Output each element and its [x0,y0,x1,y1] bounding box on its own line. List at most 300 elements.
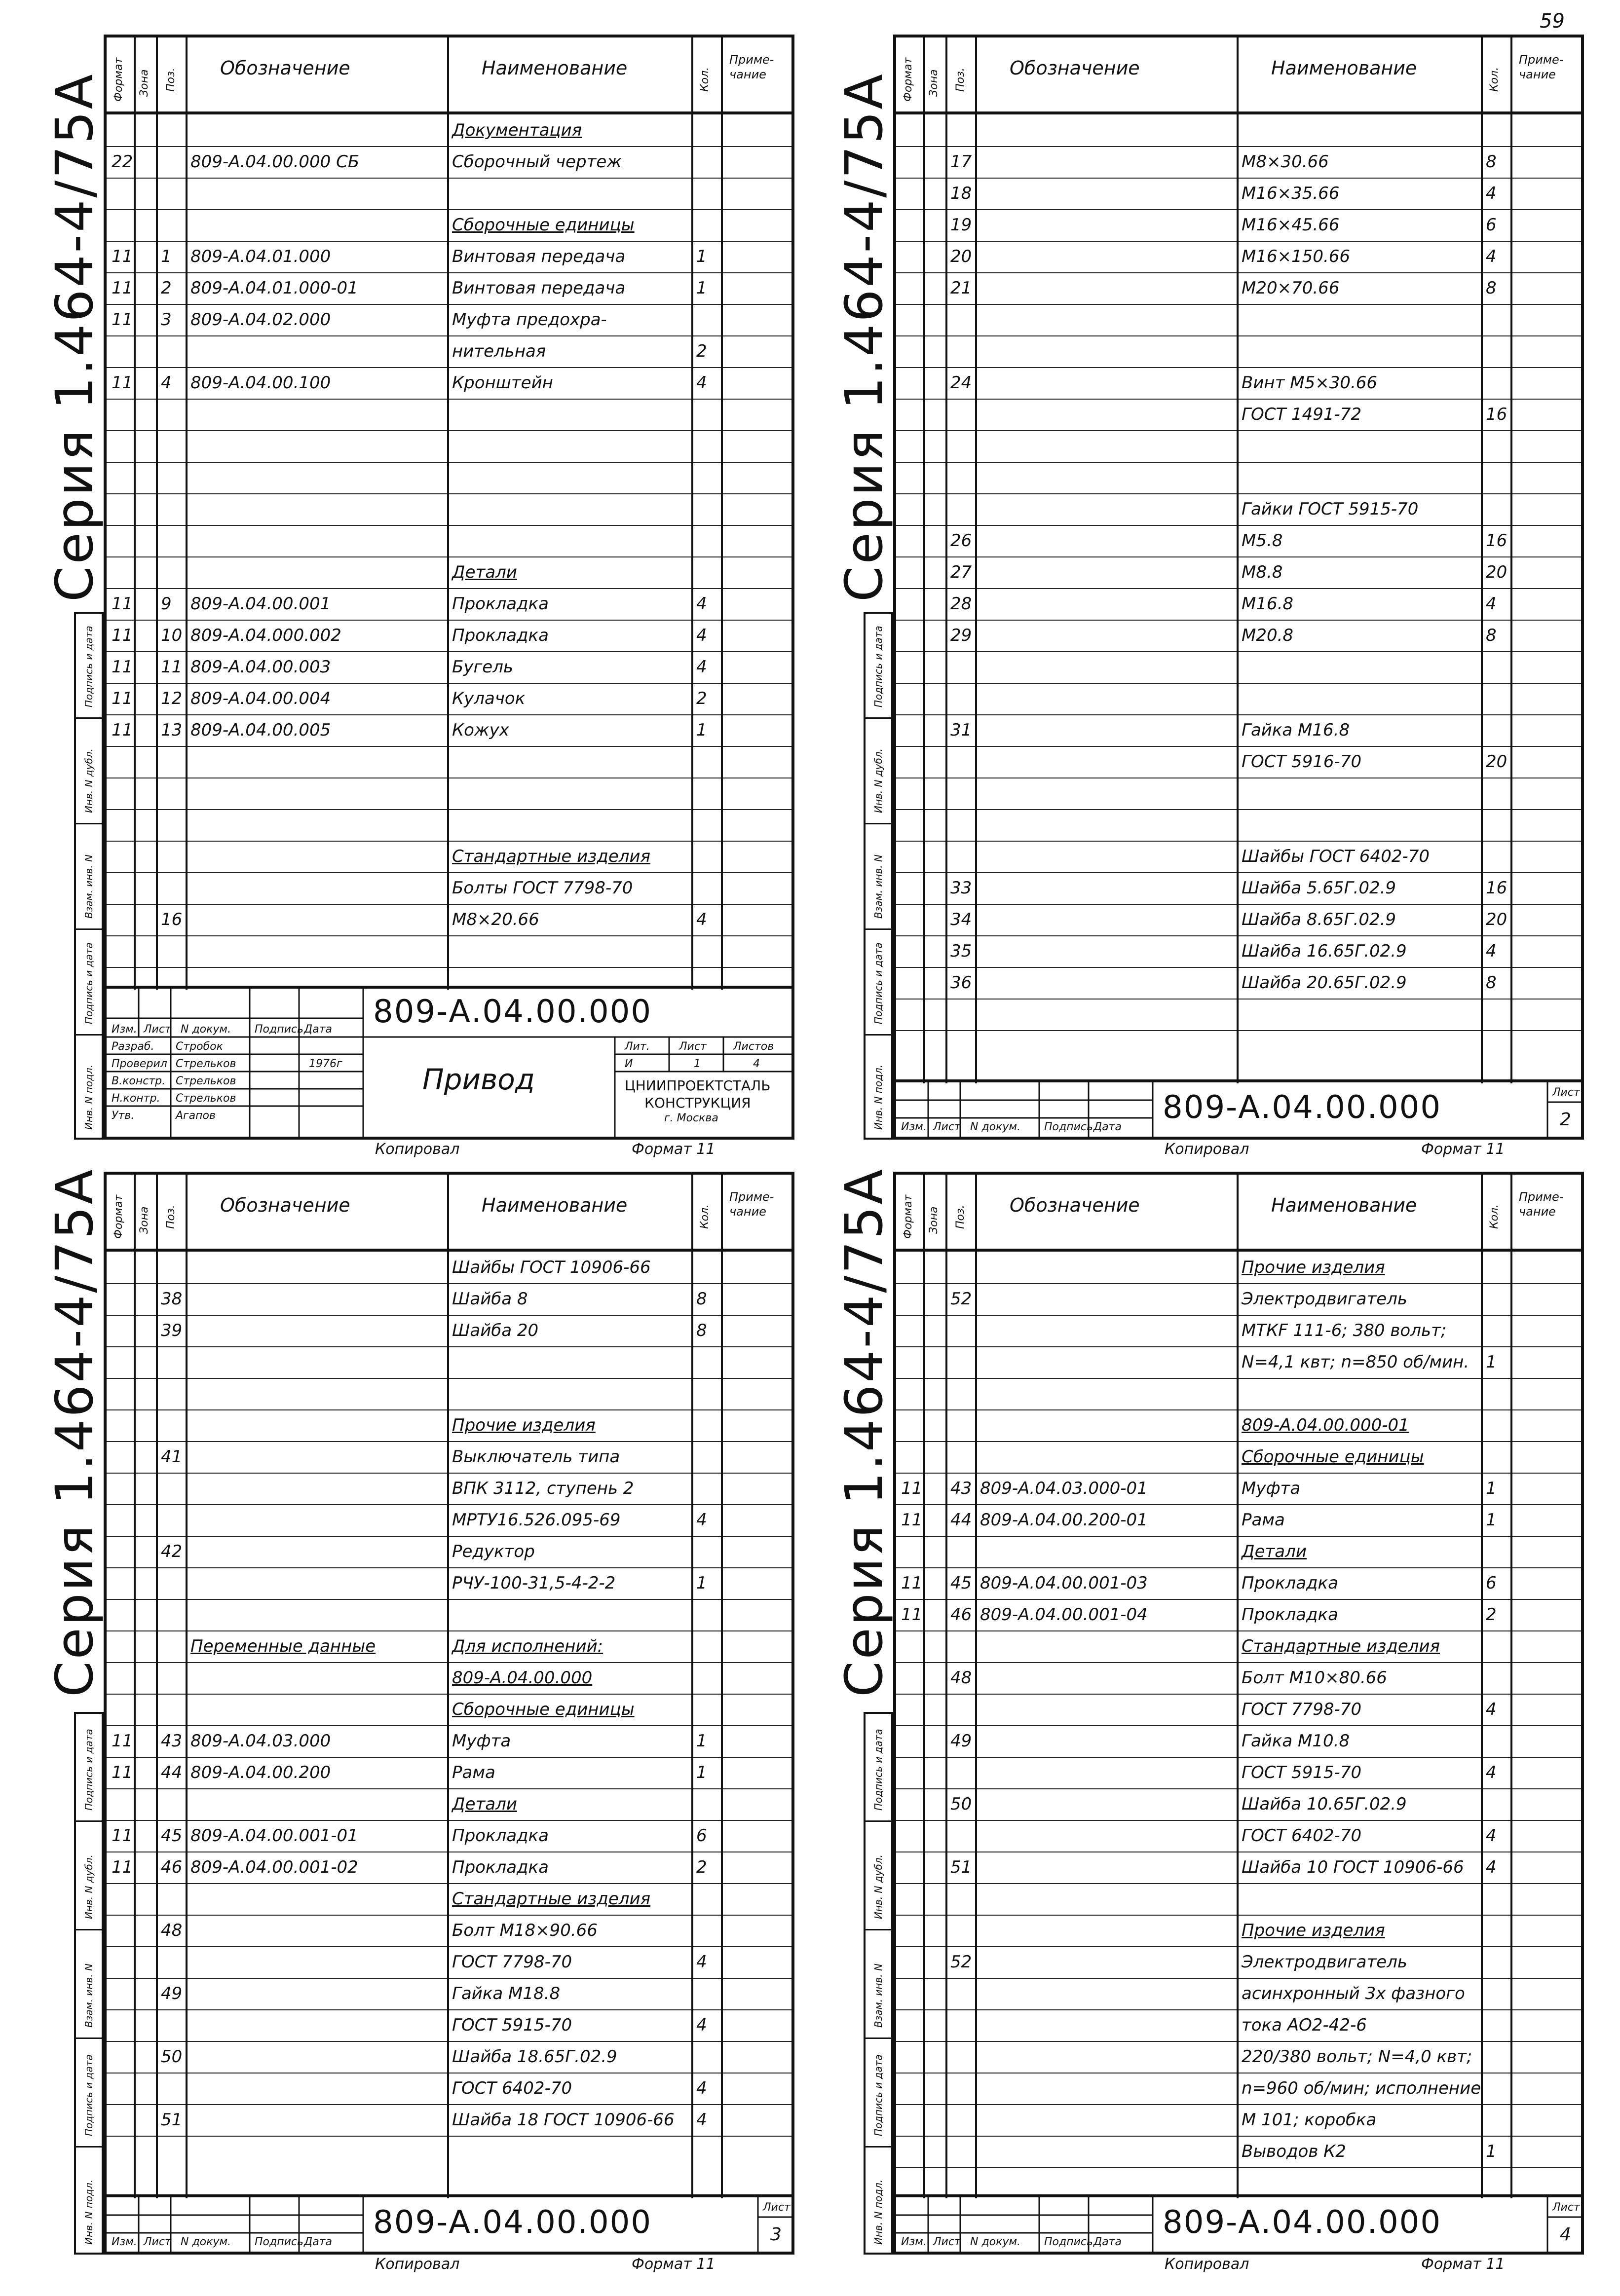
stamp-podp: Подпись [1044,1121,1093,1133]
cell-n: Сборочный чертеж [452,152,622,172]
table-row [896,1567,1581,1600]
cell-p: 52 [950,1289,972,1309]
cell-n: нительная [452,341,546,361]
table-row [896,1630,1581,1663]
header-divider [1481,37,1483,111]
cell-d: 809-А.04.03.000-01 [980,1479,1148,1498]
table-row [107,1536,791,1568]
cell-q: 1 [696,1763,707,1782]
page-number: 59 [1540,10,1565,33]
stamp-vkonstr: В.констр. [112,1075,166,1087]
cell-n: Болт М10×80.66 [1242,1668,1387,1688]
cell-n: Кронштейн [452,373,553,393]
stamp-list-value: 1 [694,1058,701,1070]
column-header-zone: Зона [928,69,940,97]
header-divider [1510,37,1512,111]
cell-p: 44 [950,1510,972,1530]
sheet-2-header [896,37,1581,114]
stamp-izm: Изм. [901,1121,927,1133]
cell-d: 809-А.04.00.100 [190,373,331,393]
cell-d: 809-А.04.00.001-04 [980,1605,1148,1625]
cell-n: Шайба 8 [452,1289,528,1309]
side-stamp-divider [864,717,893,719]
cell-p: 45 [950,1573,972,1593]
table-row [896,1978,1581,2010]
header-divider [923,1175,925,1249]
cell-q: 4 [696,626,707,645]
cell-q: 4 [1486,1857,1497,1877]
cell-p: 43 [950,1479,972,1498]
table-row [896,809,1581,842]
side-stamp-divider [864,1929,893,1930]
doc-code: 809-А.04.00.000 [373,2204,652,2241]
cell-p: 46 [161,1857,183,1877]
stamp-izm: Изм. [901,2236,927,2248]
column-header-designation: Обозначение [1010,1194,1140,1216]
column-divider [945,1249,947,2198]
cell-p: 33 [950,878,972,898]
sheet-3 [104,1172,794,2255]
side-stamp-divider [864,2037,893,2039]
cell-n: Винтовая передача [452,247,626,266]
table-row [896,1788,1581,1821]
column-header-zone: Зона [928,1206,940,1234]
side-stamp-label: Подпись и дата [83,1729,95,1811]
stamp-person-2: Стрельков [176,1058,236,1070]
table-row [896,1504,1581,1537]
column-divider [1481,111,1483,1083]
table-row [107,1725,791,1758]
side-stamp-divider [74,717,104,719]
cell-n: Прочие изделия [1242,1258,1385,1277]
cell-f: 11 [112,1731,133,1751]
copied-label-3: Копировал [375,2256,460,2273]
sheet-3-title-block [107,2194,791,2252]
cell-f: 11 [112,657,133,677]
cell-q: 20 [1486,752,1507,772]
column-divider [134,111,136,990]
table-row [107,1630,791,1663]
table-row [896,1536,1581,1568]
cell-n: М 101; коробка [1242,2110,1377,2130]
header-divider [1237,1175,1239,1249]
column-header-zone: Зона [138,1206,151,1234]
cell-n: ГОСТ 6402-70 [1242,1826,1362,1846]
cell-q: 4 [696,910,707,929]
cell-p: 12 [161,689,183,708]
cell-n: Кожух [452,720,509,740]
column-divider [691,1249,693,2198]
header-divider [156,1175,158,1249]
table-row [107,620,791,652]
cell-n: МРТУ16.526.095-69 [452,1510,621,1530]
cell-n: Винт М5×30.66 [1242,373,1378,393]
cell-f: 11 [112,594,133,614]
side-stamp-label: Подпись и дата [872,942,884,1024]
cell-n: Электродвигатель [1242,1289,1407,1309]
side-stamp-divider [74,928,104,930]
sheet-number: 3 [770,2224,782,2245]
sheet-4-title-block [896,2194,1581,2252]
table-row [107,1946,791,1979]
stamp-year: 1976г [309,1058,342,1070]
cell-n: Винтовая передача [452,278,626,298]
cell-q: 1 [1486,1352,1497,1372]
table-row [107,1441,791,1474]
table-row [896,1694,1581,1726]
stamp-grid [896,1082,1582,1137]
stamp-list-label: Лист [763,2201,791,2214]
cell-n: Рама [452,1763,495,1782]
cell-n: Шайба 20 [452,1321,539,1340]
column-header-pos: Поз. [954,68,967,92]
table-row [896,399,1581,431]
cell-d: 809-А.04.00.003 [190,657,331,677]
header-divider [721,1175,723,1249]
cell-q: 4 [1486,247,1497,266]
cell-n: Шайба 18 ГОСТ 10906-66 [452,2110,675,2130]
cell-f: 11 [112,626,133,645]
table-row [896,2041,1581,2074]
cell-n: Стандартные изделия [1242,1636,1440,1656]
table-row [896,178,1581,210]
table-row [896,1946,1581,1979]
table-row [107,588,791,621]
column-divider [134,1249,136,2198]
table-row [896,1283,1581,1316]
cell-n: тока АО2-42-6 [1242,2015,1367,2035]
table-row [896,1315,1581,1347]
table-row [107,1694,791,1726]
side-stamp-label: Взам. инв. N [872,854,884,919]
series-label-3: Серия 1.464-4/75А [44,1167,105,1697]
cell-n: МТКF 111-6; 380 вольт; [1242,1321,1447,1340]
table-row [107,1978,791,2010]
cell-n: Детали [452,1794,517,1814]
cell-n: Стандартные изделия [452,1889,651,1909]
cell-p: 10 [161,626,183,645]
stamp-list: Лист [144,2236,171,2248]
cell-d: 809-А.04.00.200-01 [980,1510,1148,1530]
cell-f: 11 [901,1510,923,1530]
table-row [107,1599,791,1631]
cell-p: 51 [161,2110,183,2130]
stamp-izm: Изм. [112,1023,137,1036]
cell-p: 34 [950,910,972,929]
cell-n: Рама [1242,1510,1285,1530]
table-row [107,2073,791,2105]
stamp-list: Лист [933,1121,961,1133]
cell-q: 4 [1486,1763,1497,1782]
cell-p: 18 [950,184,972,203]
column-header-qty: Кол. [699,1204,711,1229]
cell-f: 11 [901,1573,923,1593]
cell-n: Муфта предохра- [452,310,607,330]
table-row [107,462,791,494]
stamp-list: Лист [144,1023,171,1036]
stamp-izm: Изм. [112,2236,137,2248]
column-divider [975,111,977,1083]
cell-n: Сборочные единицы [452,215,635,235]
table-row [896,904,1581,936]
cell-n: Выключатель типа [452,1447,620,1467]
table-row [896,1378,1581,1410]
header-divider [1237,37,1239,111]
cell-q: 4 [1486,594,1497,614]
series-label-4: Серия 1.464-4/75А [834,1167,894,1697]
stamp-razrab: Разраб. [112,1040,154,1053]
column-divider [447,111,449,990]
stamp-ndoc: N докум. [181,2236,231,2248]
column-header-note: Приме-чание [1519,53,1564,81]
side-stamp-label: Инв. N дубл. [83,1854,95,1919]
copied-label-2: Копировал [1165,1141,1249,1158]
cell-n: Прокладка [452,1826,549,1846]
cell-n: Болт М18×90.66 [452,1921,598,1940]
table-row [896,1883,1581,1916]
cell-p: 38 [161,1289,183,1309]
cell-n: М16×45.66 [1242,215,1340,235]
column-header-format: Формат [113,1194,125,1239]
cell-f: 11 [112,310,133,330]
doc-code: 809-А.04.00.000 [373,994,652,1030]
column-divider [447,1249,449,2198]
cell-q: 4 [696,2078,707,2098]
table-row [107,935,791,968]
table-row [107,493,791,526]
cell-f: 22 [112,152,133,172]
header-divider [1481,1175,1483,1249]
table-row [896,556,1581,589]
stamp-lit-value: И [625,1058,633,1070]
cell-q: 8 [696,1289,707,1309]
cell-n: N=4,1 квт; n=850 об/мин. [1242,1352,1469,1372]
table-row [107,2009,791,2042]
cell-n: М8×30.66 [1242,152,1329,172]
stamp-prover: Проверил [112,1058,167,1070]
table-row [896,999,1581,1031]
cell-d: 809-А.04.01.000 [190,247,331,266]
column-divider [923,1249,925,2198]
stamp-data: Дата [1093,1121,1122,1133]
column-header-format: Формат [902,1194,914,1239]
stamp-person-1: Стробок [176,1040,223,1053]
cell-q: 4 [696,1510,707,1530]
stamp-podp: Подпись [255,1023,303,1036]
cell-q: 4 [696,2015,707,2035]
cell-p: 39 [161,1321,183,1340]
column-header-qty: Кол. [1488,1204,1501,1229]
cell-q: 4 [1486,1700,1497,1719]
header-divider [923,37,925,111]
header-divider [186,1175,188,1249]
cell-p: 13 [161,720,183,740]
column-divider [691,111,693,990]
header-divider [447,1175,449,1249]
stamp-ndoc: N докум. [970,2236,1021,2248]
cell-q: 16 [1486,531,1507,551]
cell-n: асинхронный 3х фазного [1242,1984,1465,2003]
column-divider [1510,111,1512,1083]
cell-p: 19 [950,215,972,235]
sheet-1 [104,35,794,1140]
table-row [896,1662,1581,1695]
organization-subname: КОНСТРУКЦИЯ [644,1095,751,1111]
header-divider [945,1175,947,1249]
copied-label-4: Копировал [1165,2256,1249,2273]
cell-q: 4 [1486,184,1497,203]
table-row [107,1757,791,1789]
table-row [896,2136,1581,2168]
cell-d: 809-А.04.00.001-03 [980,1573,1148,1593]
sheet-4-header [896,1175,1581,1252]
cell-n: 809-А.04.00.000 [452,1668,593,1688]
table-row [896,935,1581,968]
header-divider [975,1175,977,1249]
table-row [107,651,791,684]
column-divider [721,1249,723,2198]
format-label-4: Формат 11 [1421,2256,1505,2273]
cell-d: 809-А.04.00.001-02 [190,1857,358,1877]
cell-q: 2 [696,1857,707,1877]
side-stamp-label: Подпись и дата [83,626,95,707]
cell-p: 16 [161,910,183,929]
table-row [896,778,1581,810]
stamp-list-label: Лист [1552,2201,1580,2214]
format-label-2: Формат 11 [1421,1141,1505,1158]
cell-q: 4 [696,2110,707,2130]
cell-p: 51 [950,1857,972,1877]
side-stamp-label: Инв. N дубл. [83,748,95,813]
side-stamp-label: Взам. инв. N [83,1963,95,2028]
cell-q: 8 [1486,278,1497,298]
cell-n: Гайка М18.8 [452,1984,561,2003]
column-header-format: Формат [902,57,914,102]
cell-f: 11 [112,720,133,740]
stamp-data: Дата [1093,2236,1122,2248]
stamp-ndoc: N докум. [970,1121,1021,1133]
table-row [896,1473,1581,1505]
cell-n: 220/380 вольт; N=4,0 квт; [1242,2047,1472,2067]
column-divider [923,111,925,1083]
cell-q: 1 [696,278,707,298]
column-divider [1481,1249,1483,2198]
cell-n: Прокладка [452,594,549,614]
cell-q: 1 [1486,1479,1497,1498]
header-divider [691,1175,693,1249]
sheet-4 [893,1172,1584,2255]
cell-p: 49 [161,1984,183,2003]
side-stamp-label: Взам. инв. N [83,854,95,919]
side-stamp-label: Инв. N подл. [872,1064,884,1130]
side-stamp-label: Подпись и дата [872,2054,884,2136]
cell-q: 6 [1486,1573,1497,1593]
cell-p: 35 [950,941,972,961]
table-row [107,1788,791,1821]
column-header-pos: Поз. [165,1205,177,1229]
cell-p: 3 [161,310,172,330]
column-divider [1237,111,1239,1083]
cell-p: 4 [161,373,172,393]
header-divider [447,37,449,111]
table-row [107,114,791,147]
side-stamp-label: Инв. N подл. [83,2179,95,2245]
cell-n: Документация [452,120,582,140]
cell-n: Муфта [1242,1479,1301,1498]
sheet-1-title-block [107,986,791,1137]
side-stamp-label: Инв. N дубл. [872,1854,884,1919]
organization-city: г. Москва [664,1112,718,1124]
sheet-3-header [107,1175,791,1252]
cell-f: 11 [112,689,133,708]
stamp-data: Дата [304,2236,332,2248]
table-row [896,525,1581,557]
cell-q: 4 [696,594,707,614]
table-row [107,1346,791,1379]
table-row [107,525,791,557]
table-row [107,209,791,242]
table-row [107,367,791,400]
column-header-qty: Кол. [1488,67,1501,92]
cell-n: М16×150.66 [1242,247,1351,266]
sheet-number: 4 [1560,2224,1571,2245]
table-row [896,872,1581,905]
cell-n: Выводов К2 [1242,2142,1346,2161]
table-row [896,335,1581,368]
cell-n: Прокладка [452,626,549,645]
cell-q: 8 [1486,626,1497,645]
column-divider [721,111,723,990]
cell-d: 809-А.04.00.005 [190,720,331,740]
stamp-nkontr: Н.контр. [112,1092,160,1105]
cell-p: 27 [950,562,972,582]
cell-n: Стандартные изделия [452,847,651,866]
stamp-grid [107,989,792,1137]
cell-p: 44 [161,1763,183,1782]
cell-n: Прочие изделия [1242,1921,1385,1940]
cell-p: 29 [950,626,972,645]
table-row [107,146,791,179]
cell-n: Прокладка [1242,1573,1338,1593]
column-divider [186,1249,188,2198]
table-row [107,1567,791,1600]
table-row [896,462,1581,494]
cell-n: ГОСТ 7798-70 [452,1952,572,1972]
cell-n: Кулачок [452,689,526,708]
cell-n: Детали [452,562,517,582]
cell-p: 26 [950,531,972,551]
side-stamp-divider [864,2146,893,2148]
cell-d: 809-А.04.00.200 [190,1763,331,1782]
table-row [896,367,1581,400]
cell-n: Бугель [452,657,513,677]
cell-d: 809-А.04.03.000 [190,1731,331,1751]
stamp-listov-value: 4 [753,1058,760,1070]
table-row [107,241,791,273]
side-stamp-divider [864,1820,893,1822]
cell-f: 11 [112,373,133,393]
cell-q: 1 [696,1573,707,1593]
cell-q: 4 [696,1952,707,1972]
cell-p: 11 [161,657,183,677]
cell-p: 36 [950,973,972,993]
cell-q: 4 [696,373,707,393]
table-row [896,1915,1581,1947]
cell-n: Прокладка [1242,1605,1338,1625]
table-row [896,1346,1581,1379]
cell-n: Редуктор [452,1542,535,1561]
cell-d: 809-А.04.00.004 [190,689,331,708]
